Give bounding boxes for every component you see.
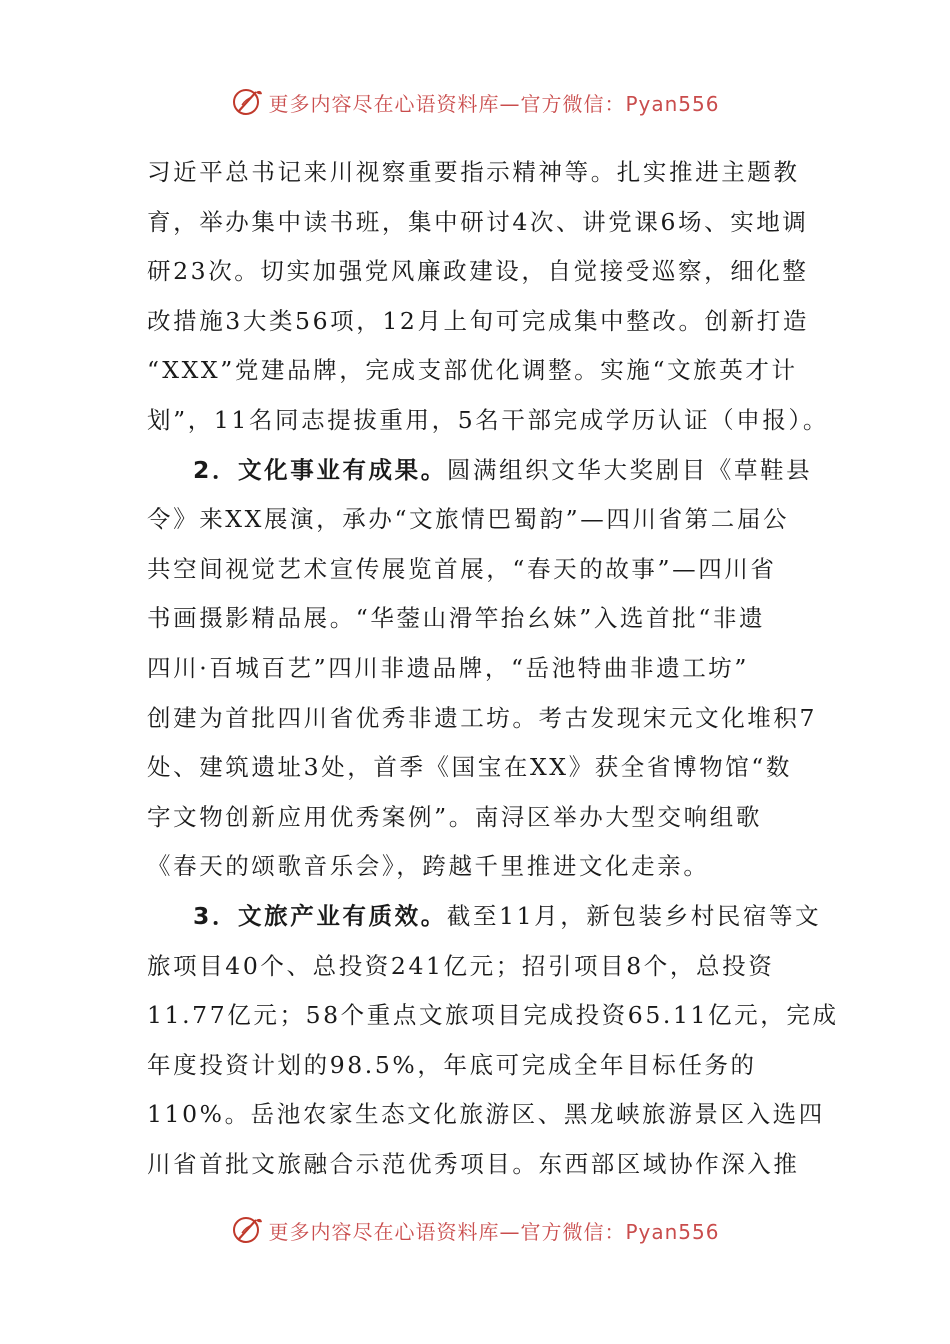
text-line-first	[147, 446, 827, 496]
text-line: 令》来XX展演，承办“文旅情巴蜀韵”—四川省第二届公	[147, 505, 790, 534]
watermark-banner-top	[0, 82, 950, 122]
quill-logo-icon	[230, 85, 264, 119]
watermark-text-bottom: 更多内容尽在心语资料库—官方微信：Pyan556	[268, 1219, 720, 1244]
text-line: 育，举办集中读书班，集中研讨4次、讲党课6场、实地调	[147, 207, 809, 236]
text-line: 共空间视觉艺术宣传展览首展，“春天的故事”—四川省	[147, 554, 777, 583]
text-line: 11.77亿元；58个重点文旅项目完成投资65.11亿元，完成	[147, 1001, 839, 1030]
section-heading: 3．文旅产业有质效。	[193, 901, 447, 930]
text-line-first	[147, 892, 827, 942]
text-line: 改措施3大类56项，12月上旬可完成集中整改。创新打造	[147, 306, 809, 335]
paragraph-2	[147, 446, 827, 892]
text-line: 四川·百城百艺”四川非遗品牌，“岳池特曲非遗工坊”	[147, 653, 750, 682]
text-line: 《春天的颂歌音乐会》，跨越千里推进文化走亲。	[147, 852, 710, 881]
paragraph-1	[147, 148, 827, 446]
text-line: 字文物创新应用优秀案例”。南浔区举办大型交响组歌	[147, 802, 762, 831]
text-run: 截至11月，新包装乡村民宿等文	[446, 901, 822, 930]
text-line: “XXX”党建品牌，完成支部优化调整。实施“文旅英才计	[147, 356, 798, 385]
text-line: 研23次。切实加强党风廉政建设，自觉接受巡察，细化整	[147, 257, 809, 286]
text-line: 110%。岳池农家生态文化旅游区、黑龙峡旅游景区入选四	[147, 1100, 825, 1129]
section-heading: 2．文化事业有成果。	[193, 455, 447, 484]
watermark-banner-bottom	[0, 1210, 950, 1250]
text-line: 年度投资计划的98.5%，年底可完成全年目标任务的	[147, 1050, 757, 1079]
text-line: 创建为首批四川省优秀非遗工坊。考古发现宋元文化堆积7	[147, 703, 818, 732]
text-line: 处、建筑遗址3处，首季《国宝在XX》获全省博物馆“数	[147, 753, 793, 782]
text-run: 圆满组织文华大奖剧目《草鞋县	[446, 455, 813, 484]
text-line: 书画摄影精品展。“华蓥山滑竿抬幺妹”入选首批“非遗	[147, 604, 766, 633]
quill-logo-icon	[230, 1213, 264, 1247]
text-line: 旅项目40个、总投资241亿元；招引项目8个，总投资	[147, 951, 775, 980]
document-body	[147, 148, 839, 1189]
text-line: 划”，11名同志提拔重用，5名干部完成学历认证（申报）。	[147, 405, 829, 434]
text-line: 习近平总书记来川视察重要指示精神等。扎实推进主题教	[147, 158, 800, 186]
text-line: 川省首批文旅融合示范优秀项目。东西部区域协作深入推	[147, 1149, 800, 1178]
paragraph-3	[147, 892, 839, 1190]
watermark-text-top: 更多内容尽在心语资料库—官方微信：Pyan556	[268, 91, 720, 116]
